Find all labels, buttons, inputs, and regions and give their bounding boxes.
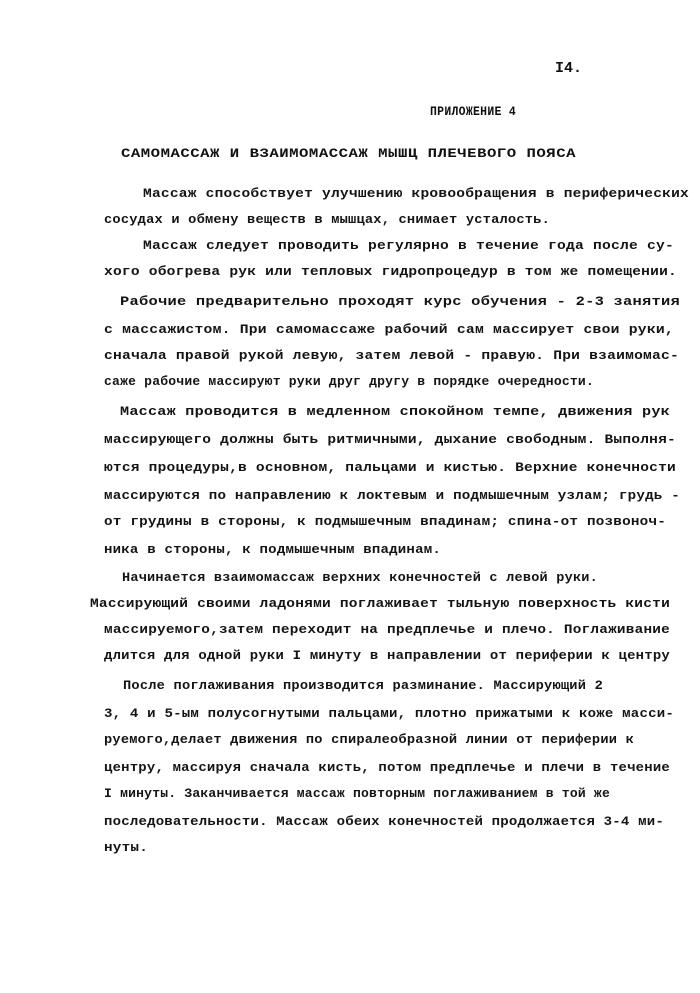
text-line: центру, массируя сначала кисть, потом предплечье и плечи в течение — [104, 760, 670, 775]
text-line: нуты. — [104, 840, 148, 855]
text-line: с массажистом. При самомассаже рабочий сам массирует свои руки, — [104, 322, 674, 337]
text-line: Массаж способствует улучшению кровообращения в периферических — [143, 186, 689, 201]
text-line: Массаж следует проводить регулярно в течение года после су- — [143, 238, 674, 253]
section-title: САМОМАССАЖ И ВЗАИМОМАССАЖ МЫШЦ ПЛЕЧЕВОГО ПОЯСА — [121, 147, 576, 161]
text-line: массируемого,затем переходит на предплечье и плечо. Поглаживание — [104, 622, 670, 637]
text-line: I минуты. Заканчивается массаж повторным поглаживанием в той же — [104, 786, 610, 801]
text-line: последовательности. Массаж обеих конечностей продолжается 3-4 ми- — [104, 814, 664, 829]
text-line: руемого,делает движения по спиралеобразной линии от периферии к — [104, 732, 634, 747]
text-line: сначала правой рукой левую, затем левой - правую. При взаимомас- — [104, 348, 679, 363]
text-line: саже рабочие массируют руки друг другу в порядке очередности. — [104, 374, 594, 389]
text-line: Начинается взаимомассаж верхних конечностей с левой руки. — [122, 570, 598, 585]
appendix-title: ПРИЛОЖЕНИЕ 4 — [430, 105, 516, 119]
text-line: массируются по направлению к локтевым и подмышечным узлам; грудь - — [104, 488, 680, 503]
page-number: I4. — [555, 60, 583, 77]
text-line: Массирующий своими ладонями поглаживает тыльную поверхность кисти — [90, 596, 670, 611]
text-line: Массаж проводится в медленном спокойном темпе, движения рук — [120, 404, 670, 419]
text-line: от грудины в стороны, к подмышечным впадинам; спина-от позвоноч- — [104, 514, 666, 529]
text-line: ника в стороны, к подмышечным впадинам. — [104, 542, 441, 557]
text-line: сосудах и обмену веществ в мышцах, снимает усталость. — [104, 212, 550, 227]
text-line: хого обогрева рук или тепловых гидропроцедур в том же помещении. — [104, 264, 677, 279]
text-line: массирующего должны быть ритмичными, дыхание свободным. Выполня- — [104, 432, 676, 447]
text-line: После поглаживания производится разминание. Массирующий 2 — [123, 678, 603, 693]
text-line: 3, 4 и 5-ым полусогнутыми пальцами, плотно прижатыми к коже масси- — [104, 706, 674, 721]
text-line: длится для одной руки I минуту в направлении от периферии к центру — [104, 648, 670, 663]
text-line: Рабочие предварительно проходят курс обучения - 2-3 занятия — [120, 294, 680, 309]
text-line: ются процедуры,в основном, пальцами и кистью. Верхние конечности — [104, 460, 676, 475]
